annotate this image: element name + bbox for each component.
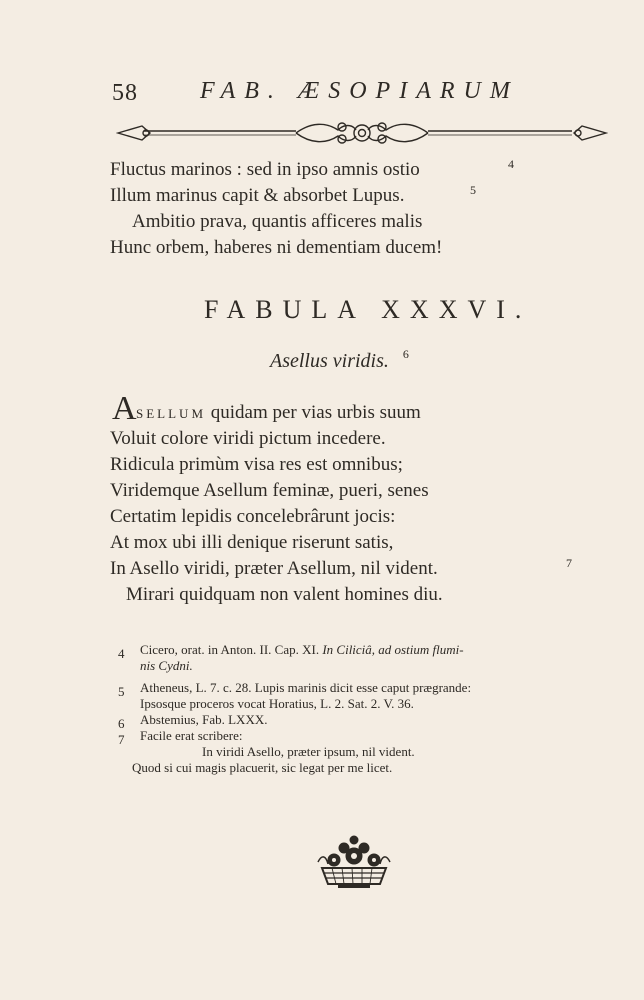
verse-line: Fluctus marinos : sed in ipso amnis ostio 4: [110, 157, 442, 183]
fable-title: FABULA XXXVI.: [204, 295, 532, 324]
verse-line: Ambitio prava, quantis afficeres malis: [132, 211, 423, 232]
verse-line: Voluit colore viridi pictum incedere.: [110, 428, 386, 449]
running-title: FAB. ÆSOPIARUM: [200, 78, 519, 104]
fable-first-line: [136, 400, 421, 426]
verse-line: Viridemque Asellum feminæ, pueri, senes: [110, 480, 429, 501]
ornamental-rule-icon: [116, 118, 608, 148]
fable-subtitle: Asellus viridis. $^6$: [270, 347, 409, 372]
fable-verses: [110, 426, 572, 608]
page-number: 58: [112, 80, 138, 106]
verse-line: Mirari quidquam non valent homines diu.: [126, 584, 443, 605]
footnote-marker: 6: [402, 347, 409, 361]
footnote-marker: 7: [566, 556, 572, 570]
verse-line: Illum marinus capit & absorbet Lupus. 5: [110, 183, 442, 209]
footnote-marker: 4: [508, 157, 514, 171]
verses-before-fable: [110, 157, 514, 261]
drop-cap: A: [112, 390, 137, 427]
footnote-marker: 5: [470, 183, 476, 197]
verse-line: Hunc orbem, haberes ni dementiam ducem!: [110, 237, 443, 258]
verse-line: Ridicula primùm visa res est omnibus;: [110, 454, 403, 475]
verse-line: At mox ubi illi denique riserunt satis,: [110, 532, 394, 553]
first-word-smallcaps: SELLUM: [136, 406, 206, 421]
book-page: 58 FAB. ÆSOPIARUM Fluctus marinos : sed in ipso amnis ostio 4 Illum marinus capit & absorbet Lupus. 5 Ambitio prava, quantis afficeres malis Hunc orbem, haberes ni dementiam ducem! FABULA XXXVI. Asellus viridis. $^6$ A SELLUM quidam per vias urbis suum Voluit colore viridi pictum incedere. Ridicula primùm visa res est omnibus; Viridemque Asellum feminæ, pueri, senes Certatim lepidis concelebrârunt jocis: At mox ubi illi denique riserunt satis, In Asello viridi, præter Asellum, nil vident. 7 Mirari quidquam non valent homines diu. 4 Cicero, orat. in Anton. II. Cap. XI. In Ciliciâ, ad ostium flumi- nis Cydni. 5 Atheneus, L. 7. c. 28. Lupis marinis dicit esse caput prægrande: Ipsosque proceros vocat Horatius, L. 2. Sat. 2. V. 36. 6 Abstemius, Fab. LXXX. 7 Facile erat scribere: In viridi Asello, præter ipsum, nil vident. Quod si cui magis placuerit, sic legat per me licet.: [0, 0, 644, 1000]
verse-line: Certatim lepidis concelebrârunt jocis:: [110, 506, 396, 527]
flower-basket-icon: [312, 834, 396, 892]
verse-line: In Asello viridi, præter Asellum, nil vident. 7: [110, 556, 443, 582]
first-line-rest: quidam per vias urbis suum: [206, 402, 421, 423]
